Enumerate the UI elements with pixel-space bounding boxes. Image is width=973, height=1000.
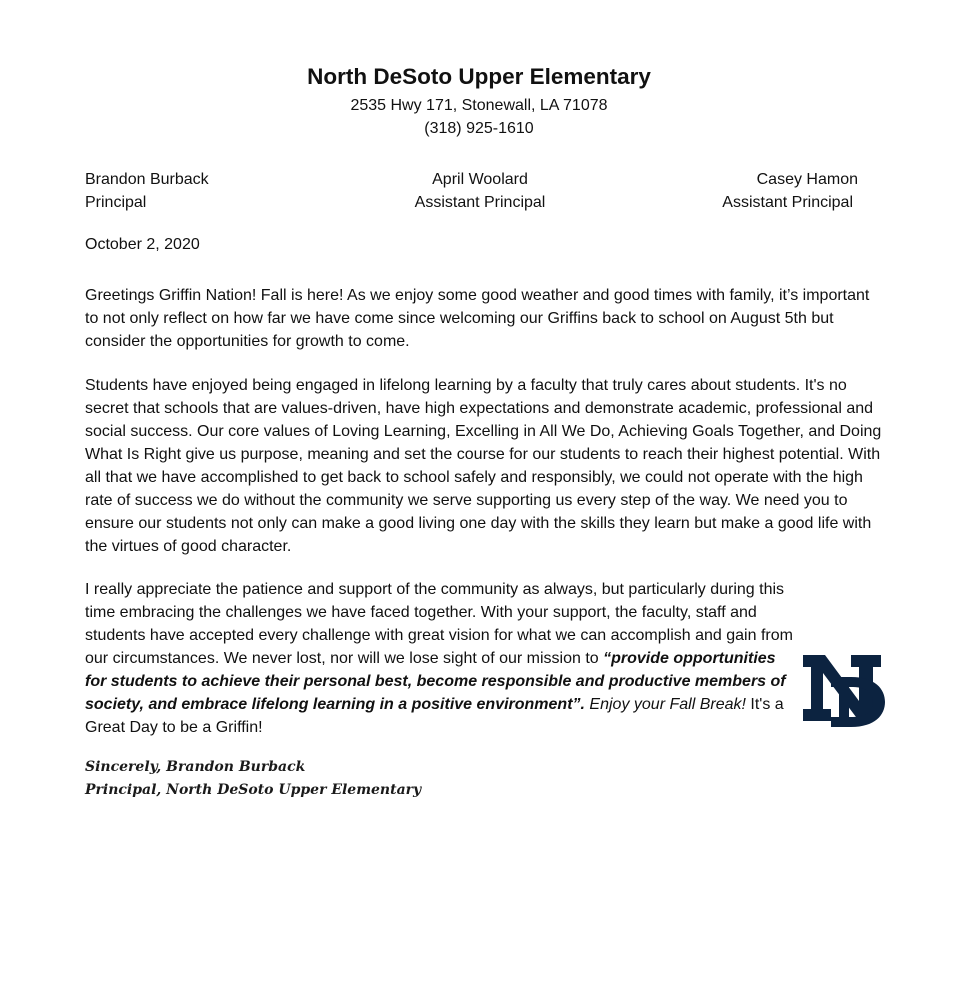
staff-name: April Woolard [432, 171, 528, 188]
staff-principal [85, 168, 209, 214]
closing-text: It's a Great Day to be a Griffin! [85, 696, 784, 736]
staff-title: Assistant Principal [414, 194, 546, 211]
letter-date: October 2, 2020 [85, 236, 200, 253]
signature-line-2: Principal, North DeSoto Upper Elementary [85, 782, 422, 798]
paragraph-values: Students have enjoyed being engaged in lifelong learning by a faculty that truly cares about students. It's no secret that schools that are values-driven, have high expectations and demonstrate academic, professional and social success. Our core values of Loving Learning, Excelling in All We Do, Achieving Goals Together, and Doing What Is Right give us purpose, meaning and set the course for our students to reach their highest potential. With all that we have accomplished to get back to school safely and responsibly, we could not operate with the high rate of success we do without the community we serve supporting us every step of the way. We need you to ensure our students not only can make a good living one day with the skills they learn but make a good life with the virtues of good character. [85, 377, 882, 555]
staff-name: Brandon Burback [85, 171, 209, 188]
staff-title: Assistant Principal [722, 194, 853, 211]
signature-block [85, 756, 421, 802]
paragraph-mission [85, 578, 885, 739]
school-phone: (318) 925-1610 [424, 120, 534, 137]
school-address: 2535 Hwy 171, Stonewall, LA 71078 [350, 97, 608, 114]
staff-name: Casey Hamon [756, 171, 858, 188]
school-name: North DeSoto Upper Elementary [307, 64, 651, 89]
mission-statement: “provide opportunities for students to achieve their personal best, become responsible and productive members of society, and embrace lifelong learning in a positive environment”. [85, 650, 786, 713]
paragraph-mission-intro: I really appreciate the patience and support of the community as always, but particularly during this time embracing the challenges we have faced together. With your support, the faculty, staff and students have accepted every challenge with great vision for what we can accomplish and gain from our circumstances. We never lost, nor will we lose sight of our mission to [85, 581, 793, 667]
paragraph-greeting: Greetings Griffin Nation! Fall is here! As we enjoy some good weather and good times with family, it’s important to not only reflect on how far we have come since welcoming our Griffins back to school on August 5th but consider the opportunities for growth to come. [85, 287, 870, 350]
staff-title: Principal [85, 194, 147, 211]
signature-line-1: Sincerely, Brandon Burback [85, 759, 306, 775]
fall-break-text: Enjoy your Fall Break! [584, 696, 746, 713]
staff-assistant-principal-1 [380, 168, 580, 214]
nd-logo-icon [801, 647, 887, 729]
staff-assistant-principal-2 [722, 168, 858, 214]
